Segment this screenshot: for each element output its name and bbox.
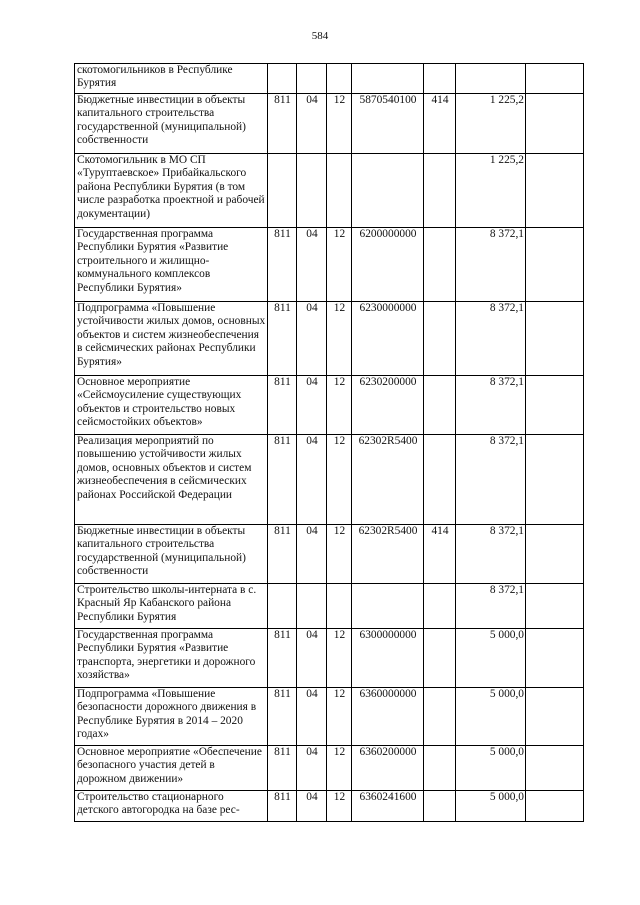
cell-name: Бюджетные инвестиции в объекты капитального строительства государственной (муниципальной) собственности — [75, 94, 268, 154]
table-row — [75, 629, 584, 688]
cell-vr — [424, 376, 456, 435]
table-row — [75, 746, 584, 791]
cell-gr: 811 — [268, 791, 297, 822]
cell-pr: 12 — [327, 94, 352, 154]
cell-rz: 04 — [297, 629, 327, 688]
cell-vr — [424, 746, 456, 791]
table-row — [75, 525, 584, 584]
cell-rz — [297, 64, 327, 94]
cell-empty — [526, 302, 584, 376]
cell-rz — [297, 584, 327, 629]
cell-rz — [297, 154, 327, 228]
cell-sum: 5 000,0 — [456, 791, 526, 822]
cell-sum: 8 372,1 — [456, 525, 526, 584]
table-row — [75, 584, 584, 629]
cell-csr: 6230200000 — [352, 376, 424, 435]
cell-gr: 811 — [268, 302, 297, 376]
cell-empty — [526, 94, 584, 154]
cell-rz: 04 — [297, 435, 327, 525]
cell-csr — [352, 154, 424, 228]
cell-rz: 04 — [297, 746, 327, 791]
cell-gr: 811 — [268, 94, 297, 154]
cell-vr — [424, 584, 456, 629]
cell-pr — [327, 154, 352, 228]
cell-empty — [526, 629, 584, 688]
table-row — [75, 94, 584, 154]
cell-vr: 414 — [424, 94, 456, 154]
cell-csr: 6230000000 — [352, 302, 424, 376]
cell-csr: 6360200000 — [352, 746, 424, 791]
cell-empty — [526, 154, 584, 228]
cell-name: Государственная программа Республики Бурятия «Развитие строительного и жилищно-коммунального комплексов Республики Бурятия» — [75, 228, 268, 302]
cell-gr: 811 — [268, 376, 297, 435]
cell-gr: 811 — [268, 435, 297, 525]
cell-empty — [526, 584, 584, 629]
cell-sum: 1 225,2 — [456, 94, 526, 154]
cell-sum: 8 372,1 — [456, 302, 526, 376]
cell-vr — [424, 302, 456, 376]
cell-pr: 12 — [327, 746, 352, 791]
cell-empty — [526, 64, 584, 94]
cell-empty — [526, 746, 584, 791]
cell-csr: 5870540100 — [352, 94, 424, 154]
table-body — [75, 64, 584, 822]
cell-csr: 62302R5400 — [352, 525, 424, 584]
cell-sum — [456, 64, 526, 94]
cell-empty — [526, 688, 584, 746]
table-row — [75, 154, 584, 228]
cell-vr — [424, 228, 456, 302]
cell-name: Строительство школы-интерната в с. Красный Яр Кабанского района Республики Бурятия — [75, 584, 268, 629]
cell-sum: 5 000,0 — [456, 688, 526, 746]
cell-rz: 04 — [297, 688, 327, 746]
cell-name: Подпрограмма «Повышение безопасности дорожного движения в Республике Бурятия в 2014 – 2020 годах» — [75, 688, 268, 746]
cell-name: Государственная программа Республики Бурятия «Развитие транспорта, энергетики и дорожного хозяйства» — [75, 629, 268, 688]
cell-sum: 5 000,0 — [456, 629, 526, 688]
cell-empty — [526, 435, 584, 525]
cell-name: Подпрограмма «Повышение устойчивости жилых домов, основных объектов и систем жизнеобеспечения в сейсмических районах Республики Бурятия» — [75, 302, 268, 376]
cell-pr: 12 — [327, 228, 352, 302]
cell-sum: 8 372,1 — [456, 584, 526, 629]
cell-empty — [526, 791, 584, 822]
cell-vr — [424, 64, 456, 94]
cell-gr — [268, 64, 297, 94]
table-row — [75, 435, 584, 525]
cell-pr: 12 — [327, 376, 352, 435]
cell-name: Строительство стационарного детского автогородка на базе рес- — [75, 791, 268, 822]
table-row — [75, 64, 584, 94]
cell-pr: 12 — [327, 525, 352, 584]
cell-rz: 04 — [297, 94, 327, 154]
cell-vr — [424, 791, 456, 822]
cell-vr: 414 — [424, 525, 456, 584]
cell-rz: 04 — [297, 376, 327, 435]
cell-gr: 811 — [268, 746, 297, 791]
table-row — [75, 791, 584, 822]
cell-sum: 8 372,1 — [456, 376, 526, 435]
cell-vr — [424, 435, 456, 525]
cell-sum: 5 000,0 — [456, 746, 526, 791]
budget-table — [74, 63, 584, 822]
cell-name: Скотомогильник в МО СП «Туруптаевское» Прибайкальского района Республики Бурятия (в том числе разработка проектной и рабочей документации) — [75, 154, 268, 228]
cell-name: скотомогильников в Республике Бурятия — [75, 64, 268, 94]
cell-vr — [424, 629, 456, 688]
cell-sum: 8 372,1 — [456, 228, 526, 302]
cell-pr: 12 — [327, 435, 352, 525]
cell-sum: 1 225,2 — [456, 154, 526, 228]
cell-name: Бюджетные инвестиции в объекты капитального строительства государственной (муниципальной) собственности — [75, 525, 268, 584]
cell-csr — [352, 584, 424, 629]
table-row — [75, 228, 584, 302]
table-row — [75, 376, 584, 435]
cell-vr — [424, 154, 456, 228]
cell-empty — [526, 376, 584, 435]
cell-name: Основное мероприятие «Обеспечение безопасного участия детей в дорожном движении» — [75, 746, 268, 791]
cell-csr — [352, 64, 424, 94]
table-row — [75, 688, 584, 746]
cell-csr: 6360241600 — [352, 791, 424, 822]
cell-name: Реализация мероприятий по повышению устойчивости жилых домов, основных объектов и систем жизнеобеспечения в сейсмических районах Российской Федерации — [75, 435, 268, 525]
cell-gr: 811 — [268, 228, 297, 302]
cell-empty — [526, 228, 584, 302]
cell-rz: 04 — [297, 525, 327, 584]
cell-pr: 12 — [327, 629, 352, 688]
cell-csr: 62302R5400 — [352, 435, 424, 525]
cell-gr — [268, 584, 297, 629]
cell-sum: 8 372,1 — [456, 435, 526, 525]
cell-csr: 6360000000 — [352, 688, 424, 746]
cell-empty — [526, 525, 584, 584]
cell-gr: 811 — [268, 629, 297, 688]
cell-csr: 6200000000 — [352, 228, 424, 302]
cell-pr: 12 — [327, 688, 352, 746]
cell-vr — [424, 688, 456, 746]
table-row — [75, 302, 584, 376]
cell-gr — [268, 154, 297, 228]
cell-gr: 811 — [268, 688, 297, 746]
cell-gr: 811 — [268, 525, 297, 584]
cell-csr: 6300000000 — [352, 629, 424, 688]
cell-rz: 04 — [297, 228, 327, 302]
cell-pr: 12 — [327, 791, 352, 822]
cell-pr: 12 — [327, 302, 352, 376]
cell-pr — [327, 584, 352, 629]
cell-rz: 04 — [297, 302, 327, 376]
page-number: 584 — [311, 30, 329, 42]
cell-name: Основное мероприятие «Сейсмоусиление существующих объектов и строительство новых сейсмостойких объектов» — [75, 376, 268, 435]
cell-pr — [327, 64, 352, 94]
cell-rz: 04 — [297, 791, 327, 822]
